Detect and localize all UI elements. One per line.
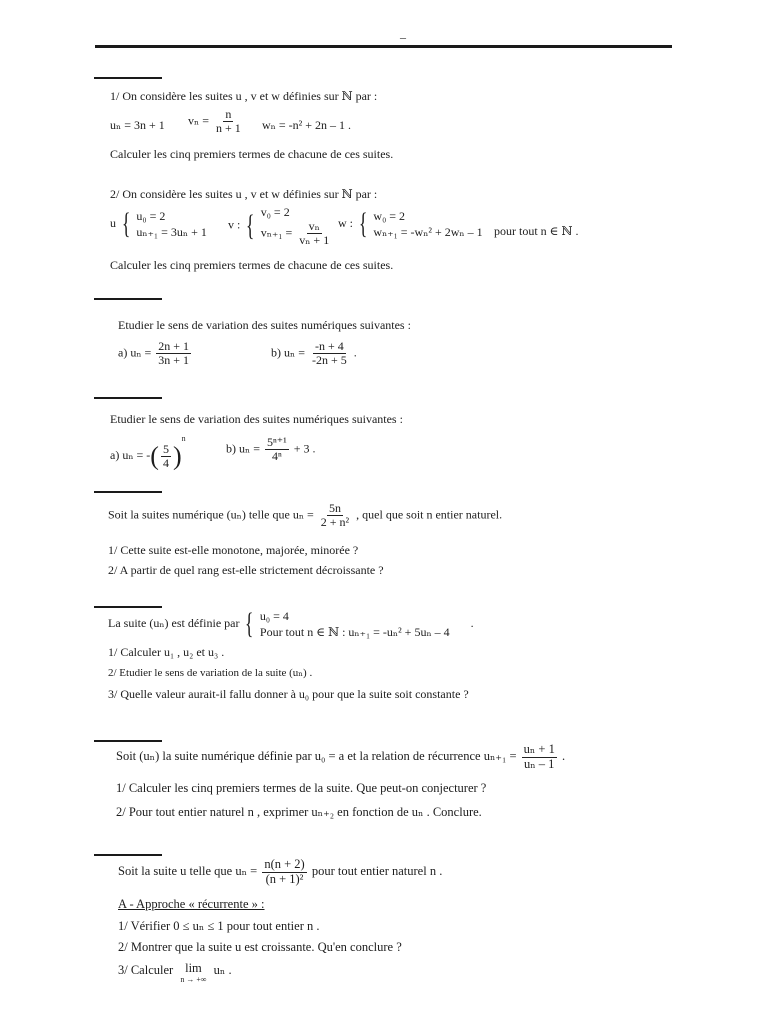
ex2-a-num: 2n + 1 (158, 339, 190, 353)
ex1-v-line1 (261, 220, 333, 247)
ex6-intro (116, 743, 565, 772)
ex7-q2: 2/ Montrer que la suite u est croissante. Qu'en conclure ? (118, 940, 402, 954)
page-mark: – (400, 30, 406, 44)
ex4-den: 2 + n² (320, 515, 350, 530)
ex3-b-den: 4ⁿ (271, 449, 282, 464)
ex1-w-label: w : (338, 215, 353, 230)
ex6-intro-a: Soit (uₙ) la suite numérique définie par u₀ = a et la relation de récurrence uₙ₊₁ = (116, 749, 517, 764)
exercise-title-rule (94, 298, 162, 300)
ex4-intro-b: , quel que soit n entier naturel. (356, 507, 503, 522)
ex2-b-fraction (310, 340, 349, 367)
exercise-title-rule (94, 740, 162, 742)
brace: { (246, 208, 255, 242)
exercise-title-rule (94, 397, 162, 399)
ex6-den: uₙ – 1 (524, 756, 555, 771)
ex3-a (110, 434, 186, 471)
ex5-intro-text: La suite (uₙ) est définie par (108, 615, 240, 630)
ex7-q1: 1/ Vérifier 0 ≤ uₙ ≤ 1 pour tout entier n . (118, 919, 320, 933)
ex7-intro-b: pour tout entier naturel n . (311, 864, 443, 879)
ex1-v-rec-den: vₙ + 1 (299, 233, 330, 248)
ex6-num: uₙ + 1 (523, 742, 555, 756)
ex2-b-den: -2n + 5 (311, 353, 347, 368)
ex7-q3 (118, 962, 232, 985)
ex1-q1-task: Calculer les cinq premiers termes de chacune de ces suites. (110, 147, 394, 161)
paren: ) (172, 441, 182, 471)
ex7-q3-text: 3/ Calculer (118, 963, 174, 977)
ex7-fraction (262, 858, 306, 887)
ex5-q3: 3/ Quelle valeur aurait-il fallu donner à u₀ pour que la suite soit constante ? (108, 687, 469, 701)
ex1-w-formula: wₙ = -n² + 2n – 1 . (262, 118, 351, 132)
ex1-w-line0: w₀ = 2 (373, 209, 406, 223)
ex2-intro: Etudier le sens de variation des suites numériques suivantes : (118, 318, 411, 332)
ex7-q3-end: uₙ . (213, 963, 232, 977)
ex3-a-label: a) uₙ = - (110, 448, 151, 462)
ex2-b-end: . (353, 345, 357, 360)
ex7-section-a: A - Approche « récurrente » : (118, 897, 265, 911)
ex6-q1: 1/ Calculer les cinq premiers termes de la suite. Que peut-on conjecturer ? (116, 781, 487, 795)
ex7-limit (180, 962, 206, 985)
ex3-a-exp: n (181, 434, 186, 443)
ex7-intro (118, 858, 442, 887)
ex3-b-num: 5ⁿ⁺¹ (266, 435, 287, 449)
ex6-fraction (522, 743, 557, 772)
ex1-u-system (110, 208, 207, 240)
ex5-q2: 2/ Etudier le sens de variation de la suite (uₙ) . (108, 667, 313, 679)
ex7-intro-a: Soit la suite u telle que uₙ = (118, 864, 258, 879)
ex1-v-label: v : (228, 217, 241, 232)
ex1-u-sys (136, 208, 206, 240)
ex1-v-sys (261, 204, 333, 248)
ex5-q1: 1/ Calculer u₁ , u₂ et u₃ . (108, 645, 225, 659)
ex1-v-formula (188, 108, 245, 135)
ex1-u-line0: u₀ = 2 (136, 209, 166, 223)
ex3-b-label: b) uₙ = (226, 441, 260, 456)
ex4-num: 5n (328, 501, 341, 515)
ex3-a-num: 5 (162, 441, 169, 456)
exercise-title-rule (94, 77, 162, 79)
ex2-a-label: a) uₙ = (118, 345, 152, 360)
exercise-title-rule (94, 491, 162, 493)
ex1-q1-intro: 1/ On considère les suites u , v et w définies sur ℕ par : (110, 89, 378, 103)
ex7-num: n(n + 2) (264, 857, 305, 871)
ex7-lim-sub: n → +∞ (180, 974, 207, 984)
ex6-end: . (561, 749, 566, 764)
ex2-a-fraction (156, 340, 191, 367)
ex1-v-lhs: vₙ = (188, 113, 209, 128)
ex7-lim: lim (185, 961, 202, 975)
ex1-v-num: n (225, 107, 232, 121)
ex4-q1: 1/ Cette suite est-elle monotone, majorée, minorée ? (108, 543, 359, 557)
ex1-w-sys (373, 208, 482, 240)
ex2-a (118, 340, 193, 367)
ex1-w-system (338, 208, 483, 240)
ex2-b-num: -n + 4 (314, 339, 344, 353)
ex1-q2-suffix: pour tout n ∈ ℕ . (494, 224, 579, 238)
paren: ( (150, 441, 159, 471)
ex1-v-line0: v₀ = 2 (260, 205, 290, 219)
ex1-v-den: n + 1 (215, 121, 241, 136)
ex4-q2: 2/ A partir de quel rang est-elle strictement décroissante ? (108, 563, 384, 577)
header-rule (95, 45, 672, 48)
ex1-u-label: u (110, 215, 116, 230)
ex4-intro-a: Soit la suites numérique (uₙ) telle que uₙ = (108, 507, 314, 522)
ex1-v-rec-lhs: vₙ₊₁ = (260, 225, 293, 240)
ex1-w-line1: wₙ₊₁ = -wₙ² + 2wₙ – 1 (373, 225, 483, 240)
ex5-sys-line1: Pour tout n ∈ ℕ : uₙ₊₁ = -uₙ² + 5uₙ – 4 (259, 625, 450, 640)
brace: { (358, 207, 368, 241)
ex1-v-rec-num: vₙ (308, 219, 320, 234)
ex4-fraction (319, 502, 351, 529)
exercise-title-rule (94, 854, 162, 856)
ex1-u-formula: uₙ = 3n + 1 (110, 118, 165, 132)
brace: { (121, 207, 131, 241)
ex3-b-fraction (265, 436, 289, 463)
ex2-b-label: b) uₙ = (271, 345, 305, 360)
ex1-q2-intro: 2/ On considère les suites u , v et w définies sur ℕ par : (110, 187, 378, 201)
ex5-intro (108, 608, 474, 640)
brace: { (245, 607, 255, 641)
ex2-a-den: 3n + 1 (158, 353, 190, 368)
ex5-sys-line0: u₀ = 4 (259, 609, 289, 623)
ex5-sys (260, 608, 450, 640)
ex3-intro: Etudier le sens de variation des suites numériques suivantes : (110, 412, 403, 426)
ex3-b (226, 436, 315, 463)
ex1-q2-task: Calculer les cinq premiers termes de chacune de ces suites. (110, 258, 394, 272)
ex2-b (271, 340, 357, 367)
ex6-q2: 2/ Pour tout entier naturel n , exprimer uₙ₊₂ en fonction de uₙ . Conclure. (116, 805, 482, 819)
ex3-b-end: + 3 . (293, 441, 316, 456)
ex1-v-system (228, 204, 333, 248)
ex1-v-rec-frac (297, 220, 331, 247)
ex1-u-line1: uₙ₊₁ = 3uₙ + 1 (136, 225, 207, 240)
ex5-end: . (470, 615, 474, 630)
ex1-v-fraction (214, 108, 243, 135)
ex4-intro (108, 502, 502, 529)
ex3-a-den: 4 (162, 455, 169, 470)
ex7-den: (n + 1)² (265, 871, 304, 886)
ex3-a-fraction (161, 443, 171, 470)
